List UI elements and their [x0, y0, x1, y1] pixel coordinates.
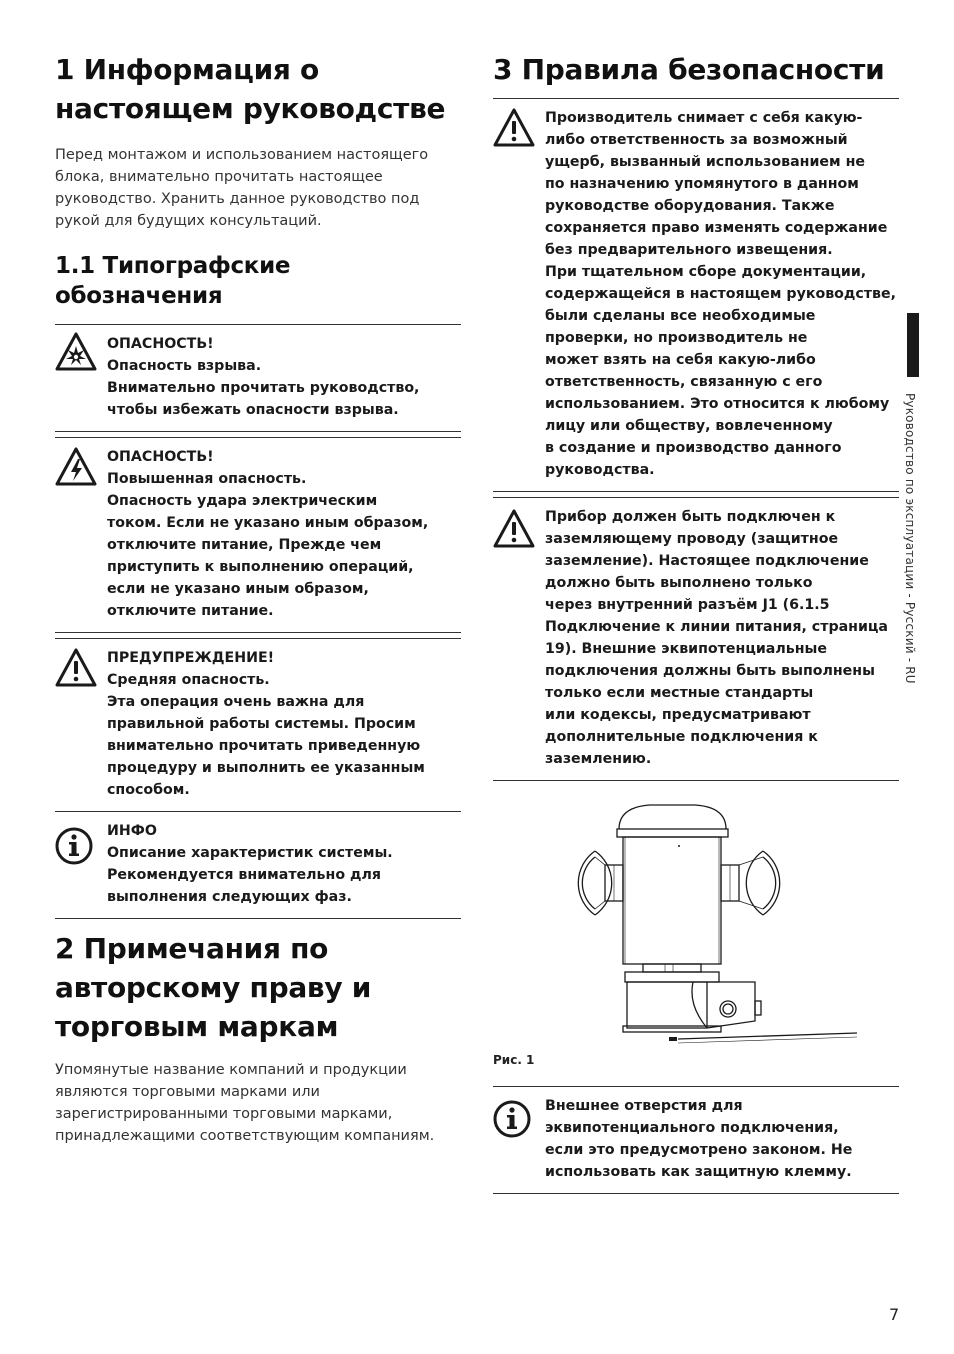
- text-line: дополнительные подключения к: [545, 729, 818, 745]
- text-line: Опасность взрыва.: [107, 358, 262, 374]
- section-1-1-heading: 1.1 Типографские обозначения: [55, 253, 291, 309]
- text-line: чтобы избежать опасности взрыва.: [107, 402, 399, 418]
- camera-housing-drawing: [493, 781, 899, 1049]
- text-line: эквипотенциального подключения,: [545, 1120, 839, 1136]
- notice-equipotential-info: [493, 1086, 899, 1194]
- text-line: ущерб, вызванный использованием не: [545, 154, 865, 170]
- warning-icon: [493, 509, 535, 549]
- text-line: Опасность удара электрическим: [107, 493, 378, 509]
- text-line: либо ответственность за возможный: [545, 132, 848, 148]
- warning-icon: [493, 108, 535, 148]
- text-line: приступить к выполнению операций,: [107, 559, 414, 575]
- notice-warning: [55, 638, 461, 812]
- text-line: Производитель снимает с себя какую-: [545, 110, 863, 126]
- text-line: настоящем руководстве: [55, 92, 446, 125]
- text-line: Упомянутые название компаний и продукции: [55, 1062, 407, 1078]
- text-line: по назначению упомянутого в данном: [545, 176, 859, 192]
- text-line: Перед монтажом и использованием настоящего: [55, 147, 429, 163]
- chapter-tab-marker: [907, 313, 919, 377]
- text-line: ОПАСНОСТЬ!: [107, 336, 214, 352]
- text-line: заземление). Настоящее подключение: [545, 553, 869, 569]
- text-line: без предварительного извещения.: [545, 242, 833, 258]
- text-line: Описание характеристик системы.: [107, 845, 393, 861]
- text-line: 19). Внешние эквипотенциальные: [545, 641, 827, 657]
- text-line: если это предусмотрено законом. Не: [545, 1142, 853, 1158]
- section-3-heading: 3 Правила безопасности: [493, 53, 885, 86]
- section-1-body: [55, 144, 461, 232]
- text-line: являются торговыми марками или: [55, 1084, 320, 1100]
- text-line: были сделаны все необходимые: [545, 308, 816, 324]
- notice-danger-electric: [55, 437, 461, 633]
- text-line: заземляющему проводу (защитное: [545, 531, 839, 547]
- text-line: сохраняется право изменять содержание: [545, 220, 888, 236]
- text-line: лицу или обществу, вовлеченному: [545, 418, 833, 434]
- notice-grounding: [493, 497, 899, 781]
- text-line: заземлению.: [545, 751, 652, 767]
- text-line: в создание и производство данного: [545, 440, 842, 456]
- text-line: руководство. Хранить данное руководство под: [55, 191, 420, 207]
- text-line: отключите питание.: [107, 603, 274, 619]
- text-line: ПРЕДУПРЕЖДЕНИЕ!: [107, 650, 275, 666]
- text-line: способом.: [107, 782, 190, 798]
- text-line: Внимательно прочитать руководство,: [107, 380, 420, 396]
- text-line: При тщательном сборе документации,: [545, 264, 867, 280]
- text-line: процедуру и выполнить ее указанным: [107, 760, 425, 776]
- text-line: 2 Примечания по: [55, 932, 329, 965]
- text-line: содержащейся в настоящем руководстве,: [545, 286, 897, 302]
- text-line: Внешнее отверстия для: [545, 1098, 743, 1114]
- text-line: может взять на себя какую-либо: [545, 352, 816, 368]
- text-line: авторскому праву и: [55, 971, 372, 1004]
- notice-danger-explosion: [55, 324, 461, 432]
- sidebar-running-title: Руководство по эксплуатации - Русский - RU: [903, 393, 917, 684]
- text-line: принадлежащими соответствующим компаниям.: [55, 1128, 435, 1144]
- section-1-heading: [55, 50, 461, 128]
- info-icon: [55, 826, 97, 866]
- text-line: проверки, но производитель не: [545, 330, 808, 346]
- text-line: Средняя опасность.: [107, 672, 270, 688]
- warning-icon: [55, 648, 97, 688]
- text-line: зарегистрированными торговыми марками,: [55, 1106, 393, 1122]
- text-line: ИНФО: [107, 823, 157, 839]
- text-line: правильной работы системы. Просим: [107, 716, 416, 732]
- text-line: Рекомендуется внимательно для: [107, 867, 381, 883]
- text-line: Прибор должен быть подключен к: [545, 509, 836, 525]
- notice-liability: [493, 98, 899, 492]
- info-icon: [493, 1099, 535, 1139]
- text-line: ответственность, связанную с его: [545, 374, 823, 390]
- section-2-heading: [55, 929, 461, 1046]
- text-line: торговым маркам: [55, 1010, 339, 1043]
- figure-caption: Рис. 1: [493, 1053, 535, 1067]
- right-column: [493, 50, 899, 1194]
- text-line: отключите питание, Прежде чем: [107, 537, 382, 553]
- text-line: использовать как защитную клемму.: [545, 1164, 852, 1180]
- explosion-hazard-icon: [55, 332, 97, 372]
- text-line: подключения должны быть выполнены: [545, 663, 875, 679]
- text-line: использованием. Это относится к любому: [545, 396, 890, 412]
- text-line: через внутренний разъём J1 (6.1.5: [545, 597, 830, 613]
- text-line: руководстве оборудования. Также: [545, 198, 835, 214]
- text-line: Подключение к линии питания, страница: [545, 619, 889, 635]
- page-number: 7: [889, 1305, 900, 1324]
- text-line: Эта операция очень важна для: [107, 694, 365, 710]
- text-line: током. Если не указано иным образом,: [107, 515, 429, 531]
- text-line: руководства.: [545, 462, 655, 478]
- text-line: внимательно прочитать приведенную: [107, 738, 421, 754]
- text-line: ОПАСНОСТЬ!: [107, 449, 214, 465]
- text-line: рукой для будущих консультаций.: [55, 213, 322, 229]
- notice-info: [55, 812, 461, 919]
- text-line: если не указано иным образом,: [107, 581, 369, 597]
- text-line: блока, внимательно прочитать настоящее: [55, 169, 383, 185]
- text-line: должно быть выполнено только: [545, 575, 813, 591]
- text-line: выполнения следующих фаз.: [107, 889, 352, 905]
- text-line: или кодексы, предусматривают: [545, 707, 811, 723]
- electric-hazard-icon: [55, 447, 97, 487]
- text-line: Повышенная опасность.: [107, 471, 307, 487]
- text-line: 1 Информация о: [55, 53, 319, 86]
- left-column: [55, 50, 461, 1147]
- figure-1: [493, 781, 899, 1049]
- text-line: только если местные стандарты: [545, 685, 814, 701]
- section-2-body: [55, 1059, 461, 1147]
